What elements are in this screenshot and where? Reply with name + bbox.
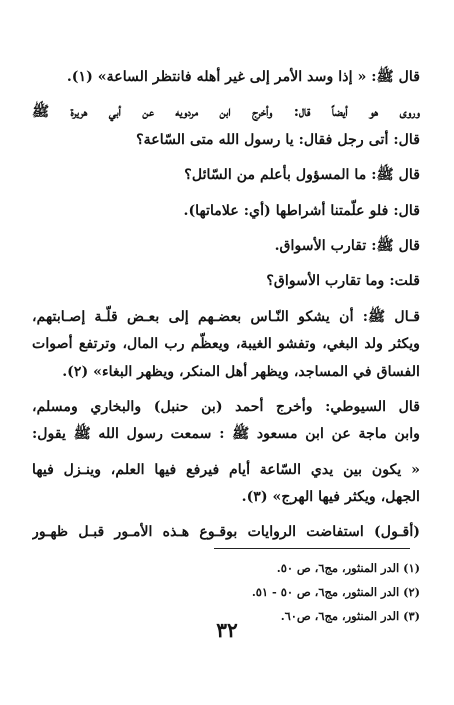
text-line: (أقـول) استفاضت الروايات بوقـوع هـذه الأمـور قبـل ظهـور [32,524,420,541]
text-line: قال: أتى رجل فقال: يا رسول الله متى السّاعة؟ [136,131,420,148]
text-line: قال السيوطي: وأخرج أحمد (بن حنبل) والبخاري ومسلم، [32,398,420,415]
text-line: قال ﷺ: ما المسؤول بأعلم من السّائل؟ [184,167,420,184]
main-text [32,64,420,547]
text-line: « يكون بين يدي السّاعة أيام فيرفع فيها العلم، وينـزل فيها [32,461,420,478]
footnote: (٢) الدر المنثور، مج٦، ص ٥٠ - ٥١. [251,585,420,599]
text-line: قـال ﷺ: أن يشكو النّـاس بعضـهم إلى بعـض قلّـة إصـابتهم، [32,308,420,325]
text-line: قال ﷺ: « إذا وسد الأمر إلى غير أهله فانتظر الساعة» (١). [66,69,420,85]
text-line: قلت: وما تقارب الأسواق؟ [266,273,420,290]
text-line: قال ﷺ: تقارب الأسواق. [274,237,420,254]
footnote-divider [214,548,410,549]
text-line: ويكثر ولد البغي، وتفشو الغيبة، ويعظّم رب المال، وترتفع أصوات [32,336,420,353]
footnote: (٣) الدر المنثور، مج٦، ص٦٠. [280,609,420,623]
text-line: قال: فلو علّمتنا أشراطها (أي: علاماتها). [183,202,420,219]
footnote: (١) الدر المنثور، مج٦، ص ٥٠. [276,561,420,575]
text-line: وابن ماجة عن ابن مسعود ﷺ : سمعت رسول الله ﷺ يقول: [32,426,420,443]
text-line: الجهل، ويكثر فيها الهرج» (٣). [241,489,420,506]
page-number: ٣٢ [216,618,238,642]
text-line: وروى هو أيضاً قال: وأخرج ابن مردويه عن أبي هريرة ﷺ [32,104,420,121]
text-line: الفساق في المساجد، ويظهر أهل المنكر، ويظهر البغاء» (٢). [62,363,420,380]
